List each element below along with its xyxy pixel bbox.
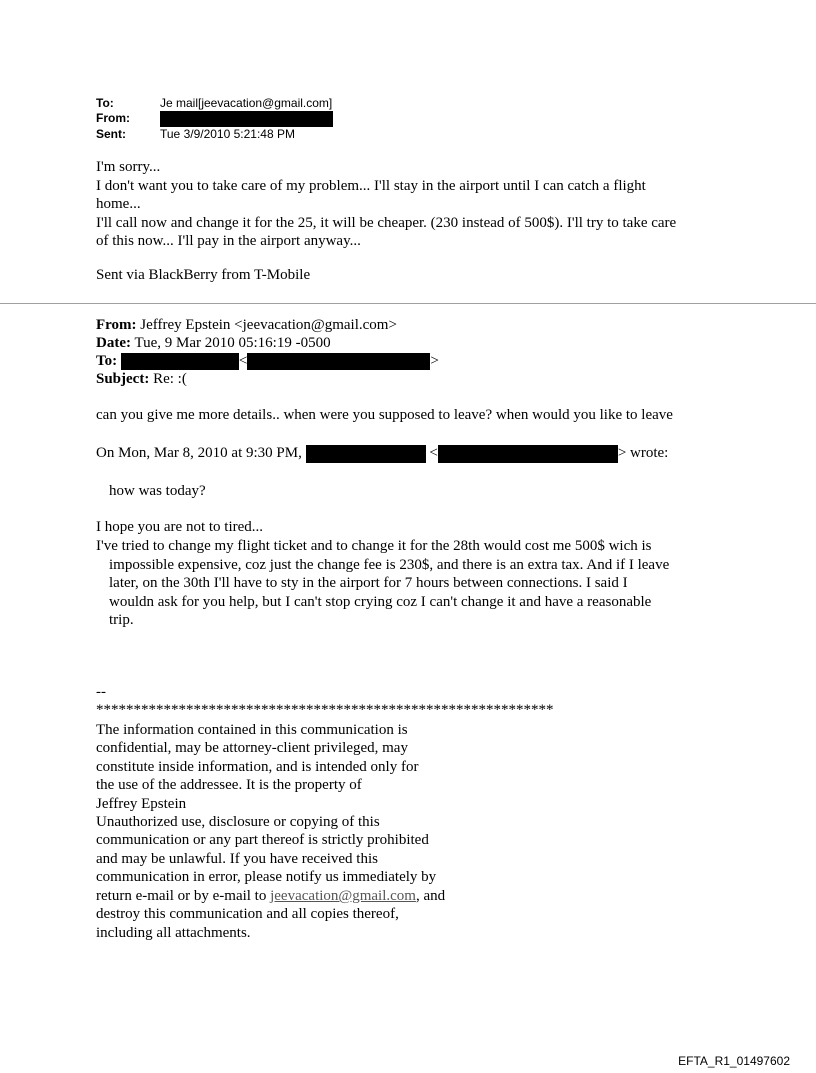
fwd-date-label: Date:: [96, 335, 131, 351]
fwd-to-label: To:: [96, 353, 118, 369]
disclaimer-return-line: [96, 887, 445, 906]
disclaimer-line: including all attachments.: [96, 925, 251, 941]
quoted-para-line: impossible expensive, coz just the change fee is 230$, and there is an extra tax. And if I leave: [109, 556, 670, 573]
fwd-subject-label: Subject:: [96, 371, 150, 387]
header-to-label: To:: [96, 96, 114, 110]
disclaimer-line: Jeffrey Epstein: [96, 796, 187, 812]
disclaimer-line: Unauthorized use, disclosure or copying of this: [96, 814, 380, 830]
quoted-greeting: how was today?: [109, 483, 206, 499]
header-to-value: Je mail[jeevacation@gmail.com]: [160, 96, 333, 110]
quoted-para-line: trip.: [109, 612, 134, 628]
quote-wrote: > wrote:: [617, 445, 669, 461]
quoted-para-line: I've tried to change my flight ticket and to change it for the 28th would cost me 500$ wich is: [96, 538, 652, 554]
stars-separator: *************************************************************: [96, 702, 554, 718]
header-sent-value: Tue 3/9/2010 5:21:48 PM: [160, 127, 295, 141]
quote-intro: On Mon, Mar 8, 2010 at 9:30 PM,: [96, 445, 302, 461]
disclaimer-line: confidential, may be attorney-client privileged, may: [96, 740, 408, 756]
reply-line-4: I'll call now and change it for the 25, it will be cheaper. (230 instead of 500$). I'll try to take care: [96, 215, 677, 231]
redaction-block: [160, 111, 333, 127]
quote-intro-row: [96, 444, 668, 463]
redaction-block: [306, 445, 426, 463]
quoted-para-line: later, on the 30th I'll have to sty in the airport for 7 hours between connections. I said I: [109, 575, 628, 591]
header-sent-label: Sent:: [96, 127, 126, 141]
disclaimer-line: and may be unlawful. If you have received this: [96, 851, 378, 867]
disclaimer-line: the use of the addressee. It is the property of: [96, 777, 362, 793]
disclaimer-return-suffix: , and: [415, 888, 446, 904]
redaction-block: [438, 445, 618, 463]
fwd-from-value: Jeffrey Epstein <jeevacation@gmail.com>: [140, 317, 397, 333]
fwd-message: can you give me more details.. when were you supposed to leave? when would you like to leave: [96, 407, 673, 423]
fwd-from-row: [96, 316, 397, 335]
document-id: EFTA_R1_01497602: [678, 1054, 790, 1068]
disclaimer-line: communication in error, please notify us immediately by: [96, 869, 437, 885]
email-link[interactable]: jeevacation@gmail.com: [270, 888, 416, 904]
fwd-from-label: From:: [96, 317, 137, 333]
message-divider: [0, 303, 816, 304]
fwd-subject-value: Re: :(: [153, 371, 187, 387]
reply-line-3: home...: [96, 196, 141, 212]
reply-signature: Sent via BlackBerry from T-Mobile: [96, 267, 311, 283]
disclaimer-line: communication or any part thereof is strictly prohibited: [96, 832, 429, 848]
quoted-para-line: wouldn ask for you help, but I can't stop crying coz I can't change it and have a reasonable: [109, 593, 652, 610]
redaction-block: [247, 353, 430, 370]
disclaimer-line: destroy this communication and all copies thereof,: [96, 906, 399, 922]
header-from-label: From:: [96, 111, 130, 125]
fwd-date-row: [96, 334, 331, 353]
fwd-to-gt: >: [430, 353, 439, 369]
fwd-date-value: Tue, 9 Mar 2010 05:16:19 -0500: [134, 335, 331, 351]
fwd-subject-row: [96, 370, 187, 389]
quote-lt: <: [429, 445, 438, 461]
fwd-to-row: [96, 352, 439, 371]
quoted-line-1: I hope you are not to tired...: [96, 519, 264, 535]
disclaimer-line: constitute inside information, and is intended only for: [96, 759, 419, 775]
redaction-block: [121, 353, 239, 370]
reply-line-5: of this now... I'll pay in the airport anyway...: [96, 233, 361, 249]
disclaimer-return-prefix: return e-mail or by e-mail to: [96, 888, 271, 904]
fwd-to-lt: <: [238, 353, 248, 369]
sig-dashes: --: [96, 684, 106, 700]
reply-line-2: I don't want you to take care of my problem... I'll stay in the airport until I can catch a flight: [96, 178, 646, 194]
reply-line-1: I'm sorry...: [96, 159, 161, 175]
disclaimer-line: The information contained in this communication is: [96, 722, 408, 738]
quoted-paragraph: [96, 537, 669, 630]
